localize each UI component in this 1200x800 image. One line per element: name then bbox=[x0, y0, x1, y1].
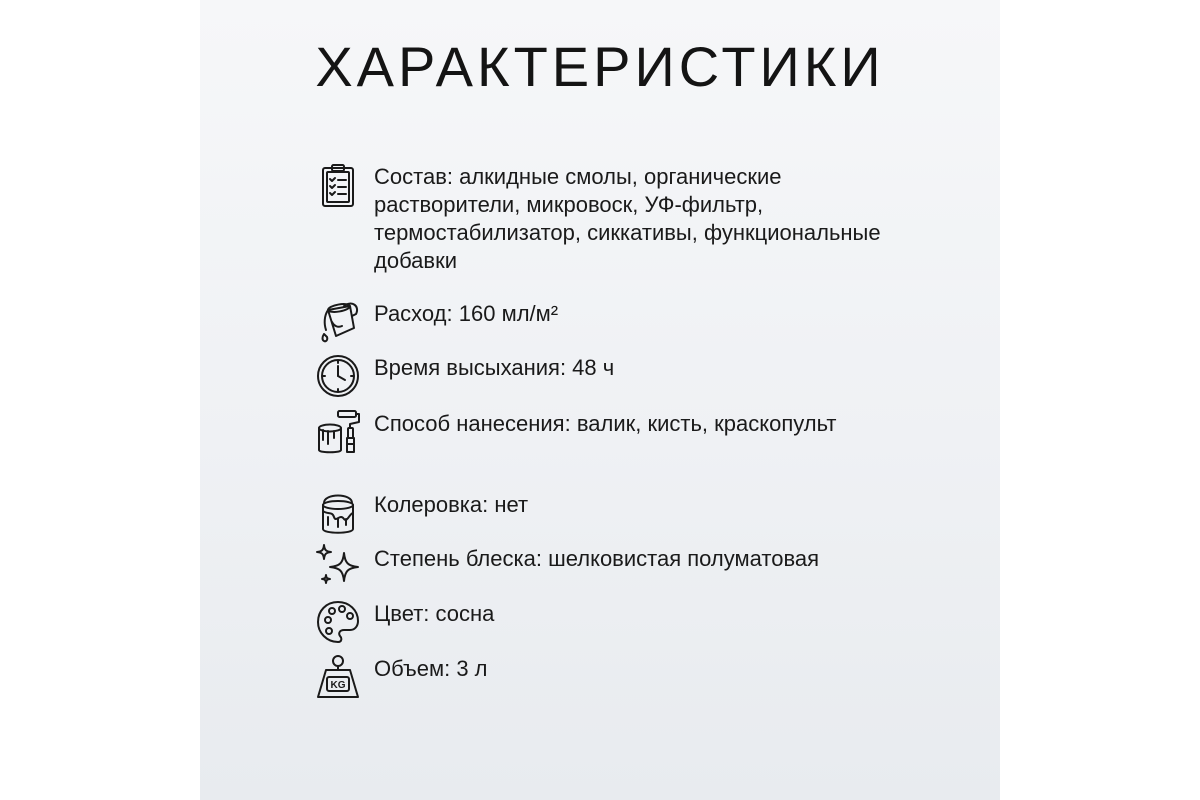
spec-item-color bbox=[314, 600, 894, 646]
paint-bucket-pour-icon bbox=[314, 298, 362, 346]
spec-text-application: Способ нанесения: валик, кисть, краскопульт bbox=[374, 411, 837, 436]
page-title: ХАРАКТЕРИСТИКИ bbox=[315, 35, 885, 98]
clipboard-checklist-icon bbox=[314, 161, 362, 209]
paint-can-icon bbox=[314, 489, 362, 537]
spec-item-gloss bbox=[314, 545, 894, 591]
kg-label: KG bbox=[330, 680, 346, 691]
paint-can-roller-brush-icon bbox=[314, 408, 362, 456]
sparkles-icon bbox=[314, 543, 362, 591]
palette-icon bbox=[314, 598, 362, 646]
spec-item-application bbox=[314, 410, 894, 456]
spec-text-tinting: Колеровка: нет bbox=[374, 492, 529, 517]
spec-item-drying-time bbox=[314, 354, 894, 400]
spec-item-composition bbox=[314, 163, 894, 275]
spec-item-volume bbox=[314, 655, 894, 701]
spec-text-gloss: Степень блеска: шелковистая полуматовая bbox=[374, 546, 820, 571]
spec-item-tinting bbox=[314, 491, 894, 537]
characteristics-card bbox=[200, 0, 1000, 800]
kg-weight-icon bbox=[314, 653, 362, 701]
spec-text-color: Цвет: сосна bbox=[374, 601, 495, 626]
spec-text-consumption: Расход: 160 мл/м² bbox=[374, 301, 559, 326]
spec-text-volume: Объем: 3 л bbox=[374, 656, 488, 681]
spec-text-composition: Состав: алкидные смолы, органические растворители, микровоск, УФ-фильтр, термостабилизатор, сиккативы, функциональные добавки bbox=[374, 164, 881, 273]
clock-icon bbox=[314, 352, 362, 400]
spec-item-consumption bbox=[314, 300, 894, 346]
spec-text-drying-time: Время высыхания: 48 ч bbox=[374, 355, 615, 380]
